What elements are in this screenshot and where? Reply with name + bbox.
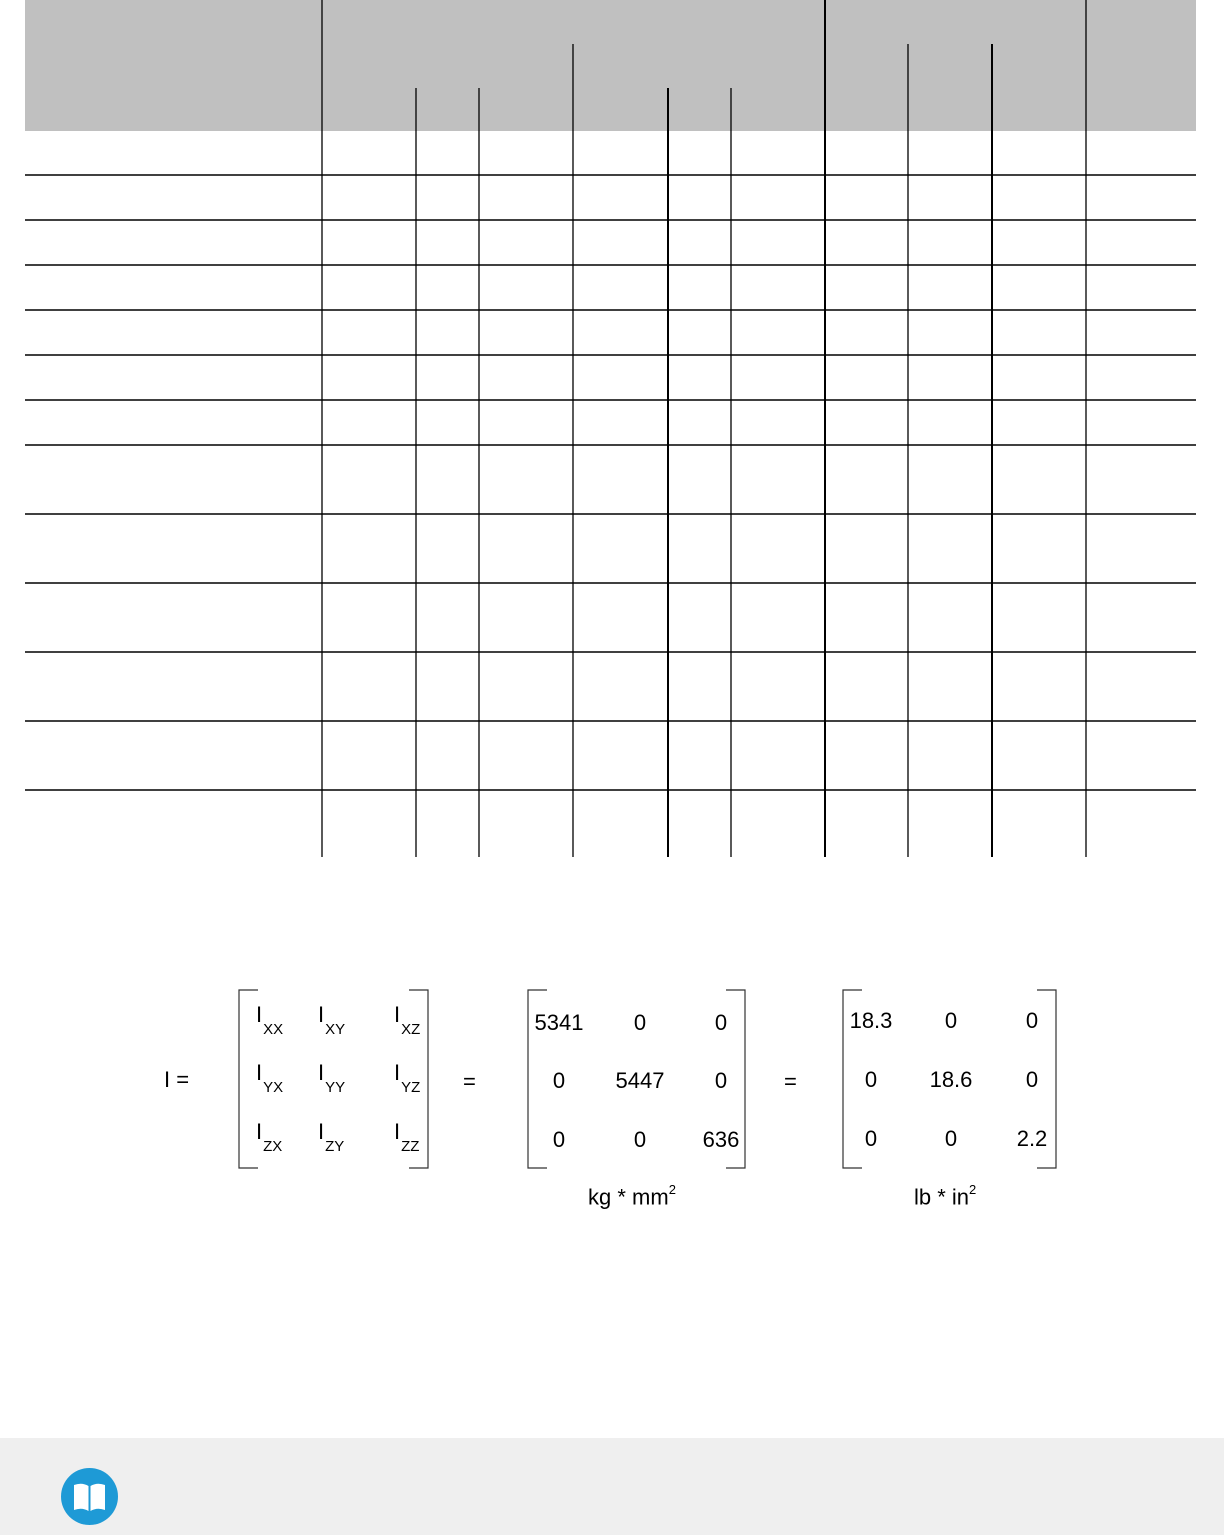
metric-matrix-cell: 0 [633, 1010, 647, 1035]
metric-matrix-cell: 636 [702, 1127, 740, 1152]
imperial-matrix-cell: 18.6 [929, 1067, 973, 1092]
metric-matrix-cell: 0 [714, 1068, 728, 1093]
imperial-matrix-cell: 0 [1025, 1067, 1039, 1092]
imperial-matrix-cell: 18.3 [849, 1008, 893, 1033]
book-icon[interactable] [61, 1468, 118, 1525]
imperial-unit-label: lb * $in^2$ [914, 1182, 977, 1210]
imperial-matrix-cell: 0 [1025, 1008, 1039, 1033]
imperial-matrix-cell: 0 [864, 1126, 878, 1151]
symbolic-matrix-cell: $I_{XY}$ [318, 1002, 346, 1038]
symbolic-matrix-cell: $I_{YZ}$ [394, 1060, 421, 1096]
metric-unit-label: kg * $mm^2$ [588, 1182, 676, 1210]
metric-matrix [535, 1010, 740, 1152]
metric-matrix-cell: 5447 [615, 1068, 665, 1093]
metric-matrix-cell: 5341 [534, 1010, 584, 1035]
metric-matrix-cell: 0 [552, 1068, 566, 1093]
page-footer [0, 1438, 1224, 1535]
metric-matrix-cell: 0 [633, 1127, 647, 1152]
symbolic-matrix-cell: $I_{YX}$ [256, 1060, 284, 1096]
equals-sign-1: = [463, 1069, 476, 1094]
imperial-matrix [850, 1008, 1048, 1151]
imperial-matrix-cell: 2.2 [1016, 1126, 1048, 1151]
imperial-matrix-cell: 0 [864, 1067, 878, 1092]
equals-sign-2: = [784, 1069, 797, 1094]
symbolic-matrix-cell: $I_{XX}$ [256, 1002, 284, 1038]
symbolic-matrix-cell: $I_{ZZ}$ [394, 1119, 420, 1155]
equation-lhs: I = [164, 1067, 190, 1092]
symbolic-matrix [256, 1002, 420, 1155]
symbolic-matrix-cell: $I_{ZX}$ [256, 1119, 283, 1155]
symbolic-matrix-cell: $I_{XZ}$ [394, 1002, 421, 1038]
metric-matrix-cell: 0 [714, 1010, 728, 1035]
metric-matrix-cell: 0 [552, 1127, 566, 1152]
imperial-matrix-cell: 0 [944, 1008, 958, 1033]
imperial-matrix-cell: 0 [944, 1126, 958, 1151]
symbolic-matrix-cell: $I_{ZY}$ [318, 1119, 345, 1155]
symbolic-matrix-cell: $I_{YY}$ [318, 1060, 346, 1096]
